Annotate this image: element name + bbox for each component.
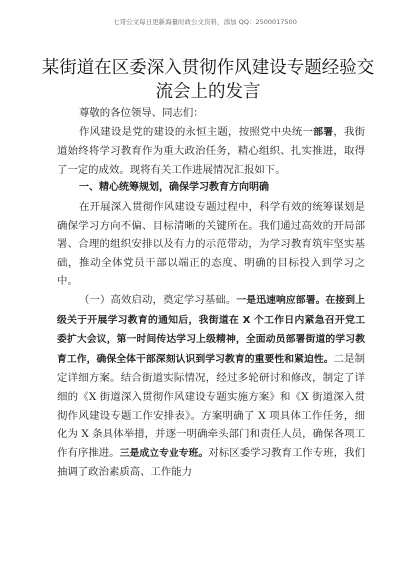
paragraph-intro-bold-deploy: 部署 bbox=[313, 126, 334, 138]
subsection-1-heading: （一）高效启动，奠定学习基础。 bbox=[79, 293, 237, 306]
document-title: 某街道在区委深入贯彻作风建设专题经验交流会上的发言 bbox=[41, 58, 375, 102]
salutation: 尊敬的各位领导、同志们： bbox=[79, 107, 204, 119]
document-body bbox=[57, 104, 365, 482]
subsection-1-point-3-detail: 对标区委学习教育工作专班，我们抽调了政治素质高、工作能力 bbox=[57, 446, 366, 479]
subsection-1-point-1: 一是迅速响应部署。在接到上级关于开展学习教育的通知后，我街道在 X 个工作日内紧急召开党工委扩大会议，第一时间传达学习上级精神，全面动员部署街道的学习教育工作，确保全体干部深刻认识到学习教育的重要性和紧迫性。 bbox=[57, 294, 366, 365]
subsection-1-point-2: 二是制定详细方案。结合街道实际情况，经过多轮研讨和修改，制定了详细的《X 街道深入贯彻作风建设专题实施方案》和《X 街道深入贯彻作风建设专题工作安排表》。 bbox=[57, 352, 366, 422]
paragraph-intro-text-a: 作风建设是党的建设的永恒主题，按照党中央统一 bbox=[79, 125, 314, 138]
section-heading-1: 一、精心统筹规划，确保学习教育方向明确 bbox=[79, 182, 269, 194]
subsection-1-point-3: 三是成立专业专班。 bbox=[119, 447, 209, 459]
paragraph-section-1: 在开展深入贯彻作风建设专题过程中，科学有效的统筹谋划是确保学习方向不偏、目标清晰的关键所在。我们通过高效的开局部署、合理的组织安排以及有力的示范带动，为学习教育筑牢坚实基础，推动全体党员干部以端正的态度、明确的目标投入到学习之中。 bbox=[57, 200, 365, 288]
paragraph-intro-text-c: ，我街道始终将学习教育作为重大政治任务，精心组织、扎实推进，取得了一定的成效。现将有关工作进展情况汇报如下。 bbox=[57, 125, 366, 176]
paragraph-subsection-1 bbox=[57, 291, 365, 482]
header-watermark-note: 七哥公文每日更新海量时政公文资料，添加 QQ：2500017500 bbox=[113, 18, 297, 26]
subsection-1-point-2-detail: 方案明确了 X 项具体工作任务，细化为 X 条具体举措，并逐一明确牵头部门和责任人员，确保各项工作有序推进。 bbox=[57, 409, 365, 459]
paragraph-intro bbox=[57, 123, 365, 180]
